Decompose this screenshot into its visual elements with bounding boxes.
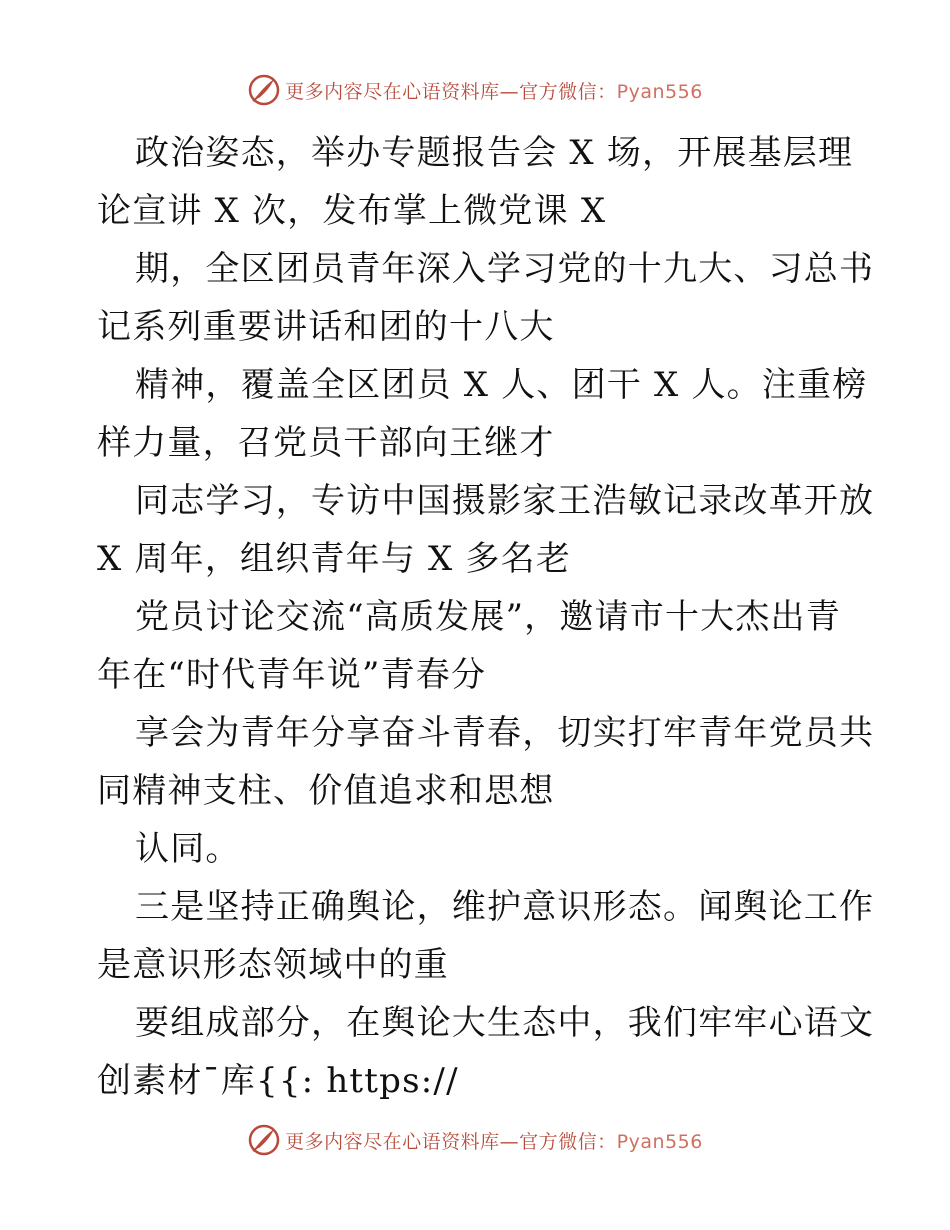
text-line: X 周年，组织青年与 X 多名老 bbox=[97, 539, 572, 579]
footer-watermark-banner bbox=[0, 1120, 950, 1160]
text-line: 同精神支柱、价值追求和思想 bbox=[97, 771, 555, 811]
text-line: 三是坚持正确舆论，维护意识形态。闻舆论工作 bbox=[135, 887, 875, 927]
text-line: 党员讨论交流“高质发展”，邀请市十大杰出青 bbox=[135, 597, 841, 637]
text-line: 同志学习，专访中国摄影家王浩敏记录改革开放 bbox=[135, 481, 875, 521]
text-line: 是意识形态领域中的重 bbox=[97, 945, 449, 985]
header-watermark-banner bbox=[0, 70, 950, 110]
text-line: 创素材¯库{{: https:// bbox=[97, 1061, 459, 1101]
text-line: 认同。 bbox=[135, 829, 241, 869]
wechat-id: Pyan556 bbox=[616, 80, 703, 103]
text-line: 记系列重要讲话和团的十八大 bbox=[97, 307, 555, 347]
text-line: 论宣讲 X 次，发布掌上微党课 X bbox=[97, 191, 607, 231]
document-body bbox=[97, 124, 875, 1110]
quill-logo-icon bbox=[247, 73, 281, 107]
watermark-text: 更多内容尽在心语资料库—官方微信：Pyan556 bbox=[285, 80, 703, 103]
text-line: 政治姿态，举办专题报告会 X 场，开展基层理 bbox=[135, 133, 854, 173]
text-line: 期，全区团员青年深入学习党的十九大、习总书 bbox=[135, 249, 875, 289]
text-line: 年在“时代青年说”青春分 bbox=[97, 655, 487, 695]
text-line: 样力量，召党员干部向王继才 bbox=[97, 423, 555, 463]
quill-logo-icon bbox=[247, 1123, 281, 1157]
watermark-text: 更多内容尽在心语资料库—官方微信：Pyan556 bbox=[285, 1130, 703, 1153]
text-line: 精神，覆盖全区团员 X 人、团干 X 人。注重榜 bbox=[135, 365, 868, 405]
wechat-id: Pyan556 bbox=[616, 1130, 703, 1153]
text-line: 享会为青年分享奋斗青春，切实打牢青年党员共 bbox=[135, 713, 875, 753]
text-line: 要组成部分，在舆论大生态中，我们牢牢心语文 bbox=[135, 1003, 875, 1043]
